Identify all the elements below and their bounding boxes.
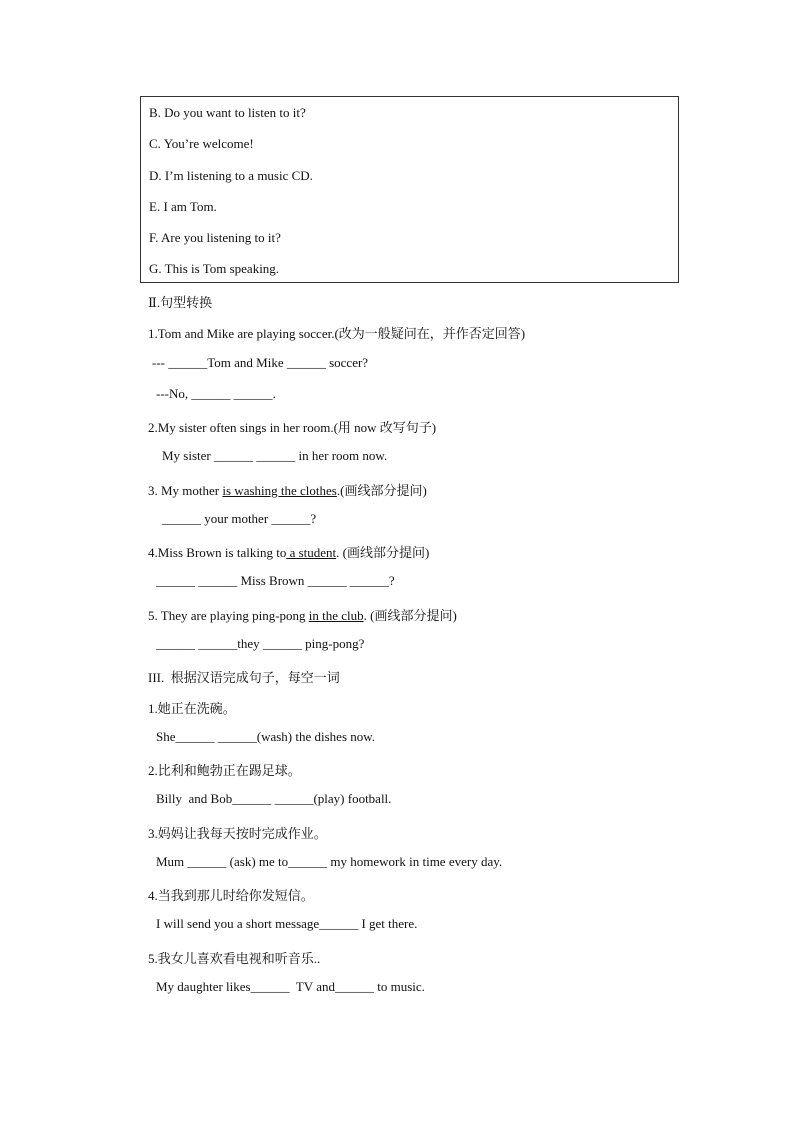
section2-heading: Ⅱ.句型转换 — [148, 295, 213, 310]
option-g: G. This is Tom speaking. — [149, 261, 280, 276]
s2-q5-underlined: in the club — [308, 608, 364, 623]
s3-answer-3: Mum ______ (ask) me to______ my homework in time every day. — [156, 854, 503, 869]
s2-q3-underlined: is washing the clothes — [222, 483, 337, 498]
s3-question-5: 5.我女儿喜欢看电视和听音乐.. — [148, 951, 321, 966]
s3-question-1: 1.她正在洗碗。 — [148, 701, 236, 716]
s2-question-3 — [148, 480, 427, 499]
s2-answer-4: ______ ______ Miss Brown ______ ______? — [156, 573, 395, 588]
s3-question-4: 4.当我到那儿时给你发短信。 — [148, 888, 314, 903]
s2-q4-underlined: a student — [286, 545, 337, 560]
s3-question-3: 3.妈妈让我每天按时完成作业。 — [148, 826, 327, 841]
s2-answer-3: ______ your mother ______? — [162, 511, 317, 526]
s3-answer-5: My daughter likes______ TV and______ to music. — [156, 979, 425, 994]
option-f: F. Are you listening to it? — [149, 230, 281, 245]
s3-answer-4: I will send you a short message______ I get there. — [156, 916, 418, 931]
option-d: D. I’m listening to a music CD. — [149, 168, 313, 183]
s2-q4-pre: 4.Miss Brown is talking to — [148, 545, 287, 560]
s2-question-1: 1.Tom and Mike are playing soccer.(改为一般疑问在，并作否定回答) — [148, 326, 526, 341]
s2-answer-1a: --- ______Tom and Mike ______ soccer? — [152, 355, 369, 370]
option-e: E. I am Tom. — [149, 199, 217, 214]
s2-q3-pre: 3. My mother — [148, 483, 223, 498]
s2-answer-1b: ---No, ______ ______. — [156, 386, 276, 401]
s2-q5-post: . (画线部分提问) — [363, 608, 457, 623]
s2-question-2: 2.My sister often sings in her room.(用 now 改写句子) — [148, 420, 437, 435]
s2-q5-pre: 5. They are playing ping-pong — [148, 608, 309, 623]
s3-question-2: 2.比利和鲍勃正在踢足球。 — [148, 763, 301, 778]
options-box — [140, 96, 679, 283]
s2-answer-5: ______ ______they ______ ping-pong? — [156, 636, 365, 651]
s2-q4-post: . (画线部分提问) — [336, 545, 430, 560]
s2-answer-2: My sister ______ ______ in her room now. — [162, 448, 388, 463]
option-b: B. Do you want to listen to it? — [149, 105, 306, 120]
option-c: C. You’re welcome! — [149, 136, 254, 151]
s3-answer-2: Billy and Bob______ ______(play) football. — [156, 791, 392, 806]
section3-heading: III. 根据汉语完成句子，每空一词 — [148, 670, 340, 685]
s2-question-5 — [148, 605, 457, 624]
s2-question-4 — [148, 542, 429, 561]
s3-answer-1: She______ ______(wash) the dishes now. — [156, 729, 376, 744]
s2-q3-post: .(画线部分提问) — [336, 483, 427, 498]
